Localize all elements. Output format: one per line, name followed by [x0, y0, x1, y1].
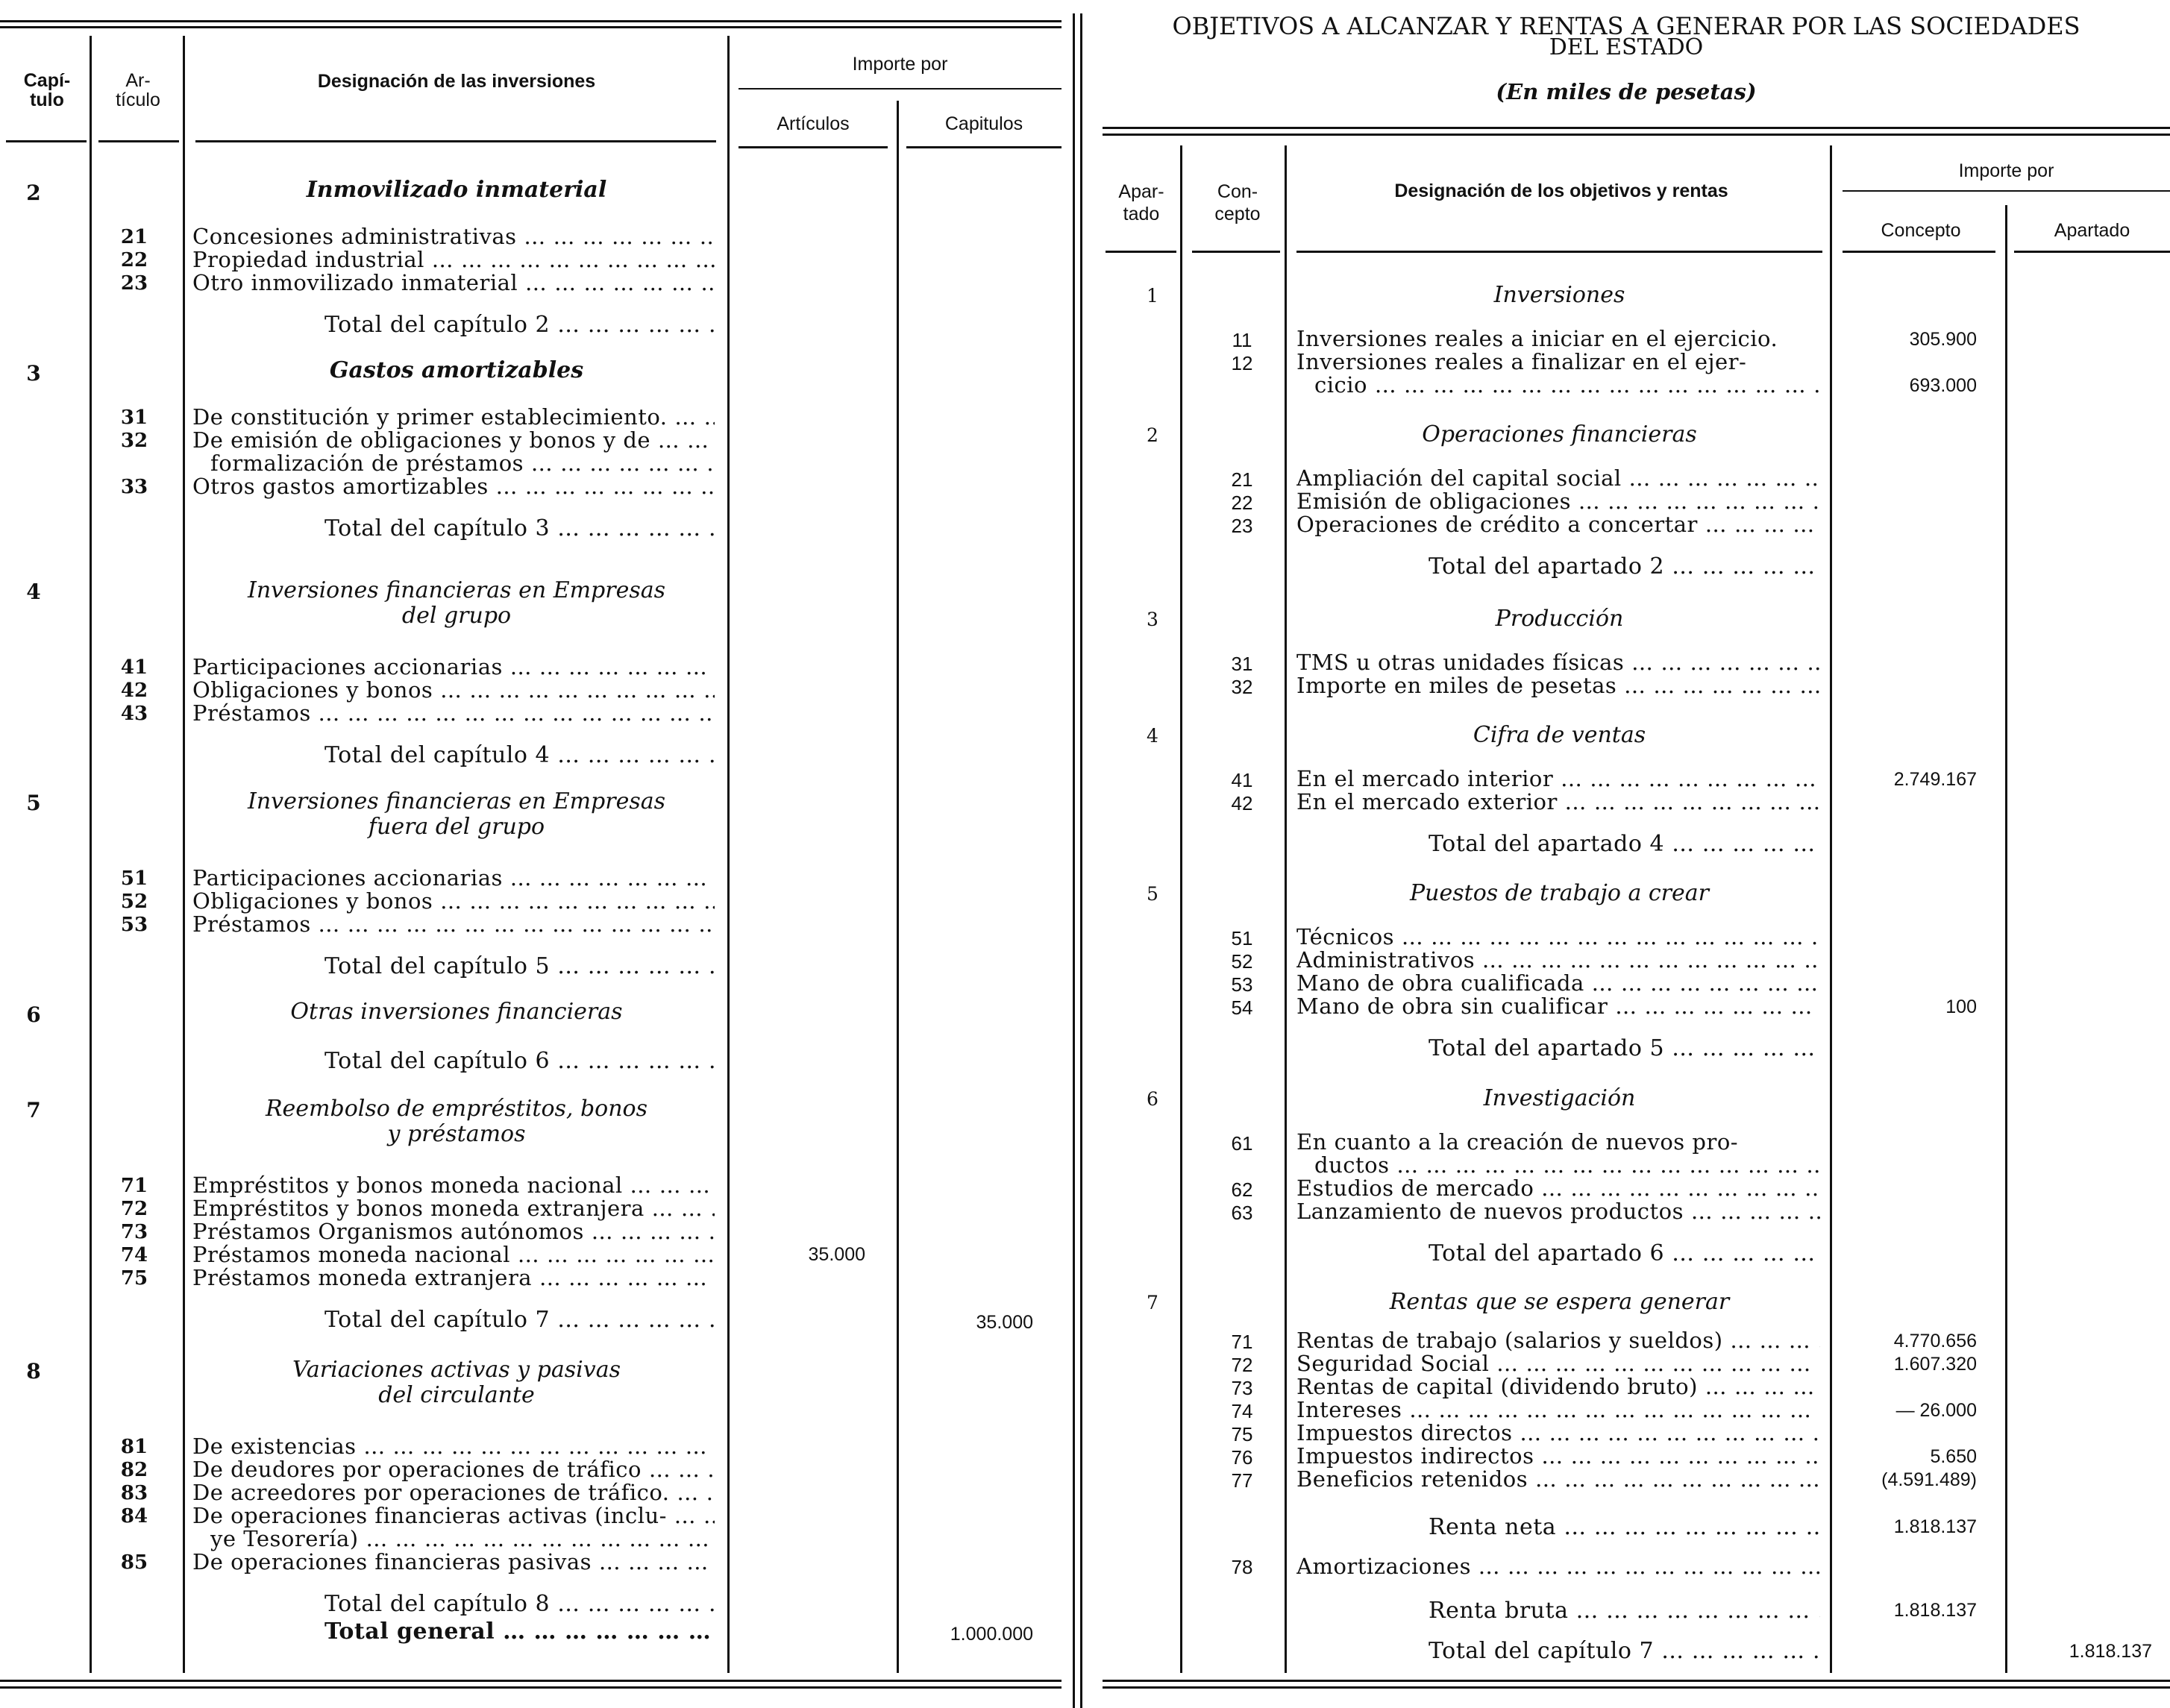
page-divider — [1073, 13, 1075, 1708]
article-code: 81 — [120, 1436, 148, 1458]
chapter-total-amount: 35.000 — [976, 1312, 1033, 1333]
article-code: 73 — [120, 1221, 148, 1243]
concept-designation: Administrativos … … … … … … … … … … … … … … … … … … … … … … … … … … … … … … — [1296, 947, 1820, 973]
rule — [98, 140, 179, 142]
concept-code: 63 — [1231, 1202, 1253, 1224]
header-importe-por: Importe por — [852, 54, 948, 75]
concept-code: 76 — [1231, 1446, 1253, 1469]
concept-amount: (4.591.489) — [1881, 1469, 1977, 1490]
apartado-number: 5 — [1147, 883, 1158, 905]
section-title: Reembolso de empréstitos, bonos y préstamos — [265, 1096, 648, 1147]
concept-designation: Inversiones reales a finalizar en el ejer- — [1296, 349, 1747, 374]
chapter-total-label: Total del capítulo 2 … … … … … … … … … … … … … — [324, 312, 715, 338]
concept-amount: 2.749.167 — [1893, 769, 1977, 790]
chapter-total-label: Total del capítulo 6 … … … … … … … … … … … … … — [324, 1048, 715, 1074]
article-designation: Obligaciones y bonos … … … … … … … … … … … … … … … … … … … … … … … … … … … … … … — [192, 677, 715, 703]
chapter-number: 4 — [26, 580, 41, 604]
concept-code: 73 — [1231, 1377, 1253, 1399]
article-designation: Préstamos … … … … … … … … … … … … … … … … … … … … … … … … … … … … … … — [192, 700, 715, 726]
concept-code: 42 — [1231, 792, 1253, 814]
article-designation: Participaciones accionarias … … … … … … … … … … … … … … … … … … … … … … … … … … … … … … — [192, 865, 715, 891]
section-title: Rentas que se espera generar — [1389, 1289, 1730, 1315]
article-code: 71 — [120, 1175, 148, 1197]
section-title: Investigación — [1483, 1085, 1636, 1111]
rule — [1192, 251, 1280, 253]
article-code: 84 — [120, 1505, 148, 1528]
concept-code: 51 — [1231, 927, 1253, 949]
article-designation: Préstamos Organismos autónomos … … … … … … … … … … … … … … … … … … … … … … … … … … … … … … — [192, 1219, 715, 1244]
header-concepto-col: Concepto — [1881, 220, 1961, 241]
concept-designation: Amortizaciones … … … … … … … … … … … … … … … … … … … … … … … … … … … … … … — [1296, 1554, 1820, 1579]
header-capitulos: Capitulos — [944, 113, 1023, 134]
rule — [2014, 251, 2170, 253]
article-designation: ye Tesorería) … … … … … … … … … … … … … … … … … … … … … … … … … … … … … … — [210, 1526, 715, 1551]
chapter-number: 7 — [26, 1098, 41, 1123]
concept-designation: Mano de obra sin cualificar … … … … … … … … … … … … … … … … … … … … … … … … … … … … … … — [1296, 993, 1820, 1019]
concept-designation: Rentas de capital (dividendo bruto) … … … … … … … … … … … … … … … … … … … … … … … … … … … … … … — [1296, 1374, 1820, 1399]
article-designation: De operaciones financieras activas (inclu- … … … … … … … … … … … … … … … … … … … … … … … … … … … … … … — [192, 1503, 715, 1528]
apartado-number: 4 — [1147, 725, 1158, 747]
concept-designation: Beneficios retenidos … … … … … … … … … … … … … … … … … … … … … … … … … … … … … … — [1296, 1466, 1820, 1492]
article-designation: Préstamos moneda nacional … … … … … … … … … … … … … … … … … … … … … … … … … … … … … … — [192, 1242, 715, 1267]
column-divider — [727, 36, 730, 1673]
article-code: 75 — [120, 1267, 148, 1290]
article-code: 32 — [120, 430, 148, 452]
concept-code: 52 — [1231, 950, 1253, 973]
concept-code: 41 — [1231, 769, 1253, 791]
article-code: 21 — [120, 226, 148, 248]
concept-code: 21 — [1231, 468, 1253, 491]
chapter-number: 5 — [26, 791, 41, 815]
section-title: Producción — [1495, 606, 1624, 632]
concept-designation: Rentas de trabajo (salarios y sueldos) … … … … … … … … … … … … … … … … … … … … … … … … … … … … … … — [1296, 1328, 1820, 1353]
concept-designation: Operaciones de crédito a concertar … … … … … … … … … … … … … … … … … … … … … … … … … … … … … … — [1296, 512, 1820, 537]
article-code: 22 — [120, 249, 148, 271]
article-designation: De constitución y primer establecimiento. … … … … … … … … … … … … … … … … … … … … … … … … … … … … … … — [192, 404, 715, 430]
article-designation: De deudores por operaciones de tráfico … … … … … … … … … … … … … … … … … … … … … … … … … … … … … … — [192, 1457, 715, 1482]
concept-code: 78 — [1231, 1556, 1253, 1578]
article-code: 83 — [120, 1482, 148, 1504]
rule — [1103, 1680, 2170, 1682]
chapter-total-label: Total del capítulo 5 … … … … … … … … … … … … … — [324, 953, 715, 979]
page-title: OBJETIVOS A ALCANZAR Y RENTAS A GENERAR POR LAS SOCIEDADES — [1172, 12, 2080, 40]
article-code: 33 — [120, 476, 148, 498]
concept-code: 53 — [1231, 973, 1253, 996]
section-title: Otras inversiones financieras — [290, 999, 623, 1025]
renta-neta-amount: 1.818.137 — [1893, 1516, 1977, 1537]
concept-designation: Emisión de obligaciones … … … … … … … … … … … … … … … … … … … … … … … … … … … … … … — [1296, 489, 1820, 514]
rule — [0, 20, 1062, 22]
concept-code: 74 — [1231, 1400, 1253, 1422]
column-divider — [897, 101, 899, 1673]
column-divider — [1830, 145, 1832, 1673]
article-code: 31 — [120, 406, 148, 429]
apartado-total-label: Total del apartado 4 … … … … … … … … … … … … … — [1429, 831, 1820, 857]
rule — [0, 1686, 1062, 1689]
concept-amount: 693.000 — [1909, 375, 1977, 396]
total-capitulo-7-label: Total del capítulo 7 … … … … … … … … … … … … … — [1429, 1638, 1820, 1664]
rule — [0, 26, 1062, 28]
article-amount: 35.000 — [808, 1244, 865, 1265]
renta-neta-label: Renta neta … … … … … … … … … … … … … — [1429, 1514, 1820, 1540]
concept-code: 22 — [1231, 492, 1253, 514]
concept-designation: En el mercado exterior … … … … … … … … … … … … … … … … … … … … … … … … … … … … … … — [1296, 789, 1820, 814]
rule — [739, 88, 1062, 90]
concept-designation: Importe en miles de pesetas … … … … … … … … … … … … … … … … … … … … … … … … … … … … … … — [1296, 673, 1820, 698]
concept-designation: Impuestos directos … … … … … … … … … … … … … … … … … … … … … … … … … … … … … … — [1296, 1420, 1820, 1445]
article-designation: Otros gastos amortizables … … … … … … … … … … … … … … … … … … … … … … … … … … … … … … — [192, 474, 715, 499]
concept-code: 77 — [1231, 1469, 1253, 1492]
article-designation: De emisión de obligaciones y bonos y de … … … … … … … … … … … … … … … … … … … … … … … … … … … … … … — [192, 427, 715, 453]
column-divider — [1180, 145, 1182, 1673]
concept-designation: En el mercado interior … … … … … … … … … … … … … … … … … … … … … … … … … … … … … … — [1296, 766, 1820, 791]
section-title: Inversiones financieras en Empresas fuera del grupo — [247, 788, 666, 840]
concept-code: 12 — [1231, 352, 1253, 374]
rule — [1103, 1686, 2170, 1689]
article-designation: Obligaciones y bonos … … … … … … … … … … … … … … … … … … … … … … … … … … … … … … — [192, 888, 715, 914]
article-designation: De operaciones financieras pasivas … … … … … … … … … … … … … … … … … … … … … … … … … … … … … … — [192, 1549, 715, 1574]
article-code: 41 — [120, 656, 148, 679]
article-designation: Empréstitos y bonos moneda nacional … … … … … … … … … … … … … … … … … … … … … … … … … … … … … … — [192, 1172, 715, 1198]
concept-amount: — 26.000 — [1895, 1400, 1977, 1421]
concept-code: 62 — [1231, 1178, 1253, 1201]
rule — [1103, 127, 2170, 129]
rule — [739, 146, 888, 148]
article-code: 82 — [120, 1459, 148, 1481]
concept-amount: 305.900 — [1909, 329, 1977, 350]
rule — [1106, 251, 1176, 253]
concept-designation: Técnicos … … … … … … … … … … … … … … … … … … … … … … … … … … … … … … — [1296, 924, 1820, 949]
apartado-number: 7 — [1147, 1292, 1158, 1313]
rule — [6, 140, 87, 142]
concept-code: 11 — [1232, 329, 1252, 351]
article-code: 85 — [120, 1551, 148, 1574]
chapter-number: 2 — [26, 180, 41, 205]
rule — [195, 140, 716, 142]
column-divider — [1285, 145, 1287, 1673]
section-title: Puestos de trabajo a crear — [1409, 880, 1709, 906]
grand-total-label: Total general … … … … … … … … … … … … … — [324, 1618, 715, 1645]
concept-amount: 100 — [1945, 996, 1977, 1017]
concept-designation: Seguridad Social … … … … … … … … … … … … … … … … … … … … … … … … … … … … … … — [1296, 1351, 1820, 1376]
article-code: 42 — [120, 679, 148, 702]
concept-designation: Inversiones reales a iniciar en el ejercicio. — [1296, 326, 1778, 351]
rule — [906, 146, 1062, 148]
rule — [0, 1680, 1062, 1682]
concept-designation: Mano de obra cualificada … … … … … … … … … … … … … … … … … … … … … … … … … … … … … … — [1296, 970, 1820, 996]
page-subtitle: (En miles de pesetas) — [1496, 79, 1757, 104]
rule — [1103, 134, 2170, 136]
column-divider — [90, 36, 92, 1673]
concept-code: 32 — [1231, 676, 1253, 698]
chapter-total-label: Total del capítulo 3 … … … … … … … … … … … … … — [324, 515, 715, 541]
section-title: Gastos amortizables — [329, 357, 584, 383]
concept-code: 72 — [1231, 1354, 1253, 1376]
header-articulos: Artículos — [777, 113, 850, 134]
concept-designation: Estudios de mercado … … … … … … … … … … … … … … … … … … … … … … … … … … … … … … — [1296, 1175, 1820, 1201]
renta-bruta-label: Renta bruta … … … … … … … … … … … … … — [1429, 1598, 1820, 1624]
section-title: Inversiones financieras en Empresas del grupo — [247, 577, 666, 629]
article-code: 74 — [120, 1244, 148, 1266]
apartado-number: 3 — [1147, 609, 1158, 630]
renta-bruta-amount: 1.818.137 — [1893, 1600, 1977, 1621]
concept-designation: En cuanto a la creación de nuevos pro- — [1296, 1129, 1739, 1155]
section-title: Inversiones — [1493, 282, 1625, 308]
chapter-number: 3 — [26, 361, 41, 386]
article-designation: Préstamos … … … … … … … … … … … … … … … … … … … … … … … … … … … … … … — [192, 911, 715, 937]
concept-code: 54 — [1231, 996, 1253, 1019]
concept-designation: Intereses … … … … … … … … … … … … … … … … … … … … … … … … … … … … … … — [1296, 1397, 1820, 1422]
header-capitulo: Capí- tulo — [23, 70, 71, 110]
article-code: 51 — [120, 867, 148, 890]
chapter-number: 8 — [26, 1359, 41, 1384]
header-apartado-col: Apartado — [2054, 220, 2130, 241]
chapter-total-label: Total del capítulo 8 … … … … … … … … … … … … … — [324, 1591, 715, 1617]
total-capitulo-7-amount: 1.818.137 — [2069, 1641, 2152, 1662]
section-title: Cifra de ventas — [1473, 722, 1646, 748]
page-divider — [1080, 13, 1082, 1708]
concept-amount: 5.650 — [1930, 1446, 1977, 1467]
apartado-number: 2 — [1147, 424, 1158, 446]
chapter-total-label: Total del capítulo 4 … … … … … … … … … … … … … — [324, 742, 715, 768]
apartado-total-label: Total del apartado 5 … … … … … … … … … … … … … — [1429, 1035, 1820, 1061]
article-code: 53 — [120, 914, 148, 936]
column-divider — [183, 36, 185, 1673]
article-designation: Otro inmovilizado inmaterial … … … … … … … … … … … … … … … … … … … … … … … … … … … … … … — [192, 270, 715, 295]
header-designacion-objetivos: Designación de los objetivos y rentas — [1394, 180, 1728, 201]
article-designation: formalización de préstamos … … … … … … … … … … … … … … … … … … … … … … … … … … … … … … — [210, 450, 715, 476]
concept-designation: Ampliación del capital social … … … … … … … … … … … … … … … … … … … … … … … … … … … … … … — [1296, 465, 1820, 491]
article-designation: De existencias … … … … … … … … … … … … … … … … … … … … … … … … … … … … … … — [192, 1434, 715, 1459]
chapter-total-label: Total del capítulo 7 … … … … … … … … … … … … … — [324, 1307, 715, 1333]
article-code: 52 — [120, 891, 148, 913]
article-designation: De acreedores por operaciones de tráfico. … … … … … … … … … … … … … … … … … … … … … … … … … … … … … … — [192, 1480, 715, 1505]
concept-code: 75 — [1231, 1423, 1253, 1445]
section-title: Variaciones activas y pasivas del circulante — [292, 1357, 621, 1408]
apartado-number: 6 — [1147, 1088, 1158, 1110]
concept-code: 23 — [1231, 515, 1253, 537]
section-title: Inmovilizado inmaterial — [306, 177, 607, 203]
article-designation: Propiedad industrial … … … … … … … … … … … … … … … … … … … … … … … … … … … … … … — [192, 247, 715, 272]
concept-code: 31 — [1231, 653, 1253, 675]
chapter-number: 6 — [26, 1002, 41, 1027]
concept-amount: 1.607.320 — [1893, 1354, 1977, 1375]
article-designation: Empréstitos y bonos moneda extranjera … … … … … … … … … … … … … … … … … … … … … … … … … … … … … … — [192, 1196, 715, 1221]
concept-designation: cicio … … … … … … … … … … … … … … … … … … … … … … … … … … … … … … — [1314, 372, 1820, 398]
article-code: 43 — [120, 703, 148, 725]
concept-code: 61 — [1231, 1132, 1253, 1155]
concept-code: 71 — [1231, 1331, 1253, 1353]
article-designation: Participaciones accionarias … … … … … … … … … … … … … … … … … … … … … … … … … … … … … … — [192, 654, 715, 679]
page-title-line2: DEL ESTADO — [1549, 34, 1704, 60]
rule — [1296, 251, 1822, 253]
concept-designation: TMS u otras unidades físicas … … … … … … … … … … … … … … … … … … … … … … … … … … … … … … — [1296, 650, 1820, 675]
concept-designation: Impuestos indirectos … … … … … … … … … … … … … … … … … … … … … … … … … … … … … … — [1296, 1443, 1820, 1469]
article-code: 72 — [120, 1198, 148, 1220]
apartado-number: 1 — [1147, 285, 1158, 307]
apartado-total-label: Total del apartado 2 … … … … … … … … … … … … … — [1429, 553, 1820, 580]
apartado-total-label: Total del apartado 6 … … … … … … … … … … … … … — [1429, 1240, 1820, 1266]
header-designacion: Designación de las inversiones — [317, 71, 596, 92]
article-designation: Préstamos moneda extranjera … … … … … … … … … … … … … … … … … … … … … … … … … … … … … … — [192, 1265, 715, 1290]
header-concepto: Con- cepto — [1214, 181, 1261, 225]
header-articulo: Ar- tículo — [116, 70, 160, 110]
concept-designation: Lanzamiento de nuevos productos … … … … … … … … … … … … … … … … … … … … … … … … … … … … … … — [1296, 1199, 1820, 1224]
grand-total-amount: 1.000.000 — [950, 1624, 1033, 1645]
section-title: Operaciones financieras — [1422, 421, 1697, 448]
concept-designation: ductos … … … … … … … … … … … … … … … … … … … … … … … … … … … … … … — [1314, 1152, 1820, 1178]
rule — [1843, 251, 1995, 253]
article-designation: Concesiones administrativas … … … … … … … … … … … … … … … … … … … … … … … … … … … … … … — [192, 224, 715, 249]
rule — [1843, 190, 2170, 192]
article-code: 23 — [120, 272, 148, 295]
header-importe-por-right: Importe por — [1958, 160, 2054, 181]
concept-amount: 4.770.656 — [1893, 1331, 1977, 1351]
header-apartado: Apar- tado — [1118, 181, 1164, 225]
column-divider — [2005, 205, 2007, 1673]
